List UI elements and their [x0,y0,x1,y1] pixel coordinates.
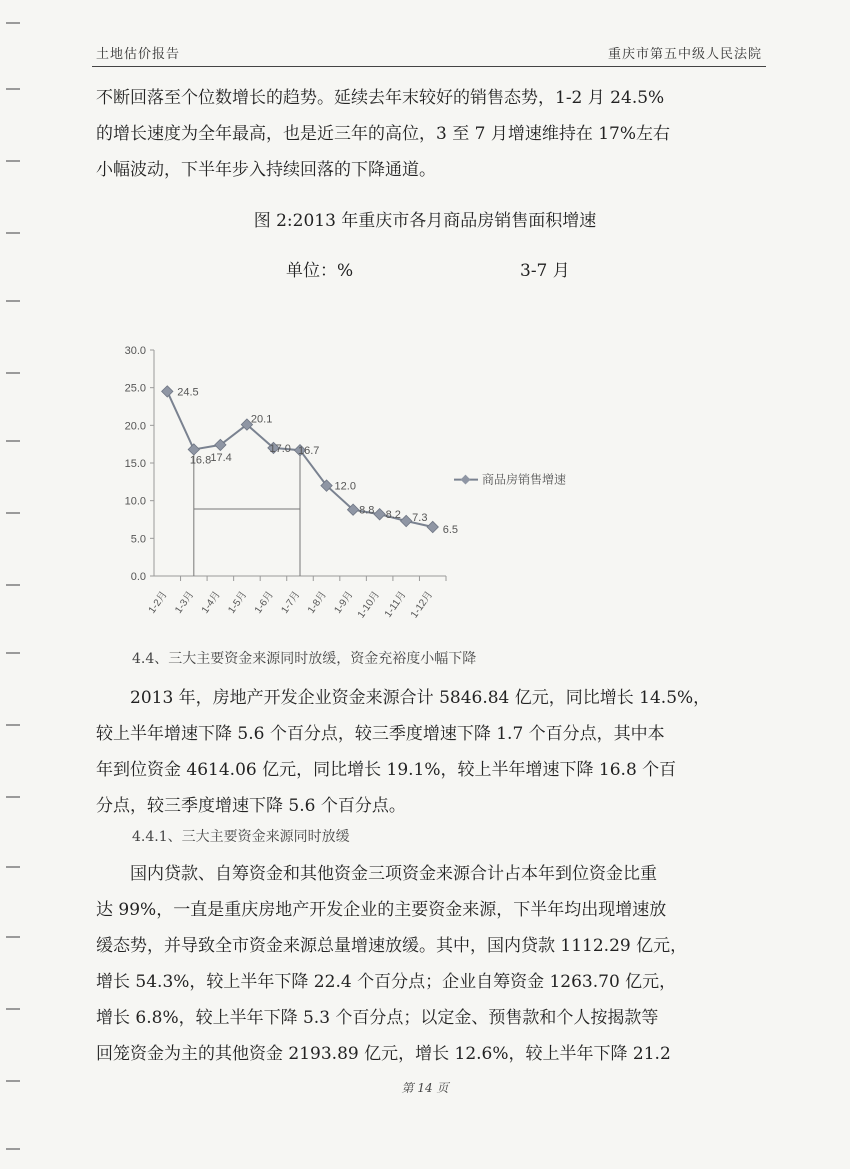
x-tick-label: 1-10月 [355,589,383,621]
x-tick-label: 1-8月 [305,589,330,616]
paragraph-3-line: 达 99%，一直是重庆房地产开发企业的主要资金来源，下半年均出现增速放 [96,900,667,920]
data-label: 20.1 [250,413,273,426]
sales-growth-chart [88,330,608,630]
data-point [427,521,438,532]
figure-unit: 单位：% [286,261,354,281]
y-tick-label: 25.0 [124,382,146,395]
x-tick-label: 1-11月 [382,589,409,620]
paragraph-2-line: 分点，较三季度增速下降 5.6 个百分点。 [96,796,406,816]
data-label: 8.8 [359,504,375,517]
data-label: 12.0 [334,480,356,493]
paragraph-1-line: 的增长速度为全年最高，也是近三年的高位，3 至 7 月增速维持在 17%左右 [96,124,671,144]
x-tick-label: 1-3月 [173,589,197,616]
data-point [401,515,412,526]
legend-marker [461,475,471,485]
data-label: 8.2 [385,509,401,522]
paragraph-2-line: 2013 年，房地产开发企业资金来源合计 5846.84 亿元，同比增长 14.5%， [130,688,711,708]
data-label: 17.4 [210,451,232,464]
paragraph-3-line: 回笼资金为主的其他资金 2193.89 亿元，增长 12.6%，较上半年下降 21.2 [96,1044,671,1064]
data-label: 6.5 [442,524,459,537]
data-point [162,386,173,397]
y-tick-label: 5.0 [130,533,146,546]
header-left: 土地估价报告 [96,47,181,62]
paragraph-1-line: 不断回落至个位数增长的趋势。延续去年末较好的销售态势，1-2 月 24.5% [96,88,665,108]
paragraph-1-line: 小幅波动，下半年步入持续回落的下降通道。 [96,160,436,180]
figure-range: 3-7 月 [520,261,570,281]
paragraph-1 [96,80,756,188]
section-heading-4-4: 4.4、三大主要资金来源同时放缓，资金充裕度小幅下降 [132,651,477,667]
x-tick-label: 1-5月 [226,589,250,616]
x-tick-label: 1-7月 [279,589,303,616]
legend-label: 商品房销售增速 [482,472,567,487]
y-tick-label: 30.0 [124,345,146,357]
x-tick-label: 1-12月 [408,589,436,621]
data-label: 7.3 [412,512,428,525]
paragraph-3 [96,856,756,1072]
x-tick-label: 1-6月 [252,589,276,616]
paragraph-2-line: 年到位资金 4614.06 亿元，同比增长 19.1%，较上半年增速下降 16.8 个百 [96,760,677,780]
y-tick-label: 20.0 [124,420,146,433]
figure-title: 图 2:2013 年重庆市各月商品房销售面积增速 [253,211,597,231]
y-tick-label: 0.0 [130,571,146,583]
y-tick-label: 10.0 [124,495,146,508]
x-tick-label: 1-4月 [199,589,223,616]
paragraph-3-line: 国内贷款、自筹资金和其他资金三项资金来源合计占本年到位资金比重 [130,864,657,884]
section-heading-4-4-1: 4.4.1、三大主要资金来源同时放缓 [132,829,350,845]
paragraph-2-line: 较上半年增速下降 5.6 个百分点，较三季度增速下降 1.7 个百分点，其中本 [96,724,665,744]
x-tick-label: 1-2月 [146,589,170,616]
paragraph-3-line: 增长 6.8%，较上半年下降 5.3 个百分点；以定金、预售款和个人按揭款等 [96,1008,659,1028]
binding-marks [0,0,24,1169]
paragraph-3-line: 缓态势，并导致全市资金来源总量增速放缓。其中，国内贷款 1112.29 亿元， [96,936,688,956]
header-right: 重庆市第五中级人民法院 [607,47,762,62]
data-label: 17.0 [269,442,291,455]
y-tick-label: 15.0 [124,458,146,470]
data-point [188,444,199,455]
paragraph-2 [96,680,756,824]
data-label: 16.8 [189,454,212,467]
page-number: 第 14 页 [401,1081,449,1095]
x-tick-label: 1-9月 [332,589,356,616]
data-point [374,509,385,520]
paragraph-3-line: 增长 54.3%，较上半年下降 22.4 个百分点；企业自筹资金 1263.70 亿元， [96,972,677,992]
data-label: 24.5 [177,386,199,399]
data-label: 16.7 [298,445,320,458]
header-rule [92,66,766,67]
